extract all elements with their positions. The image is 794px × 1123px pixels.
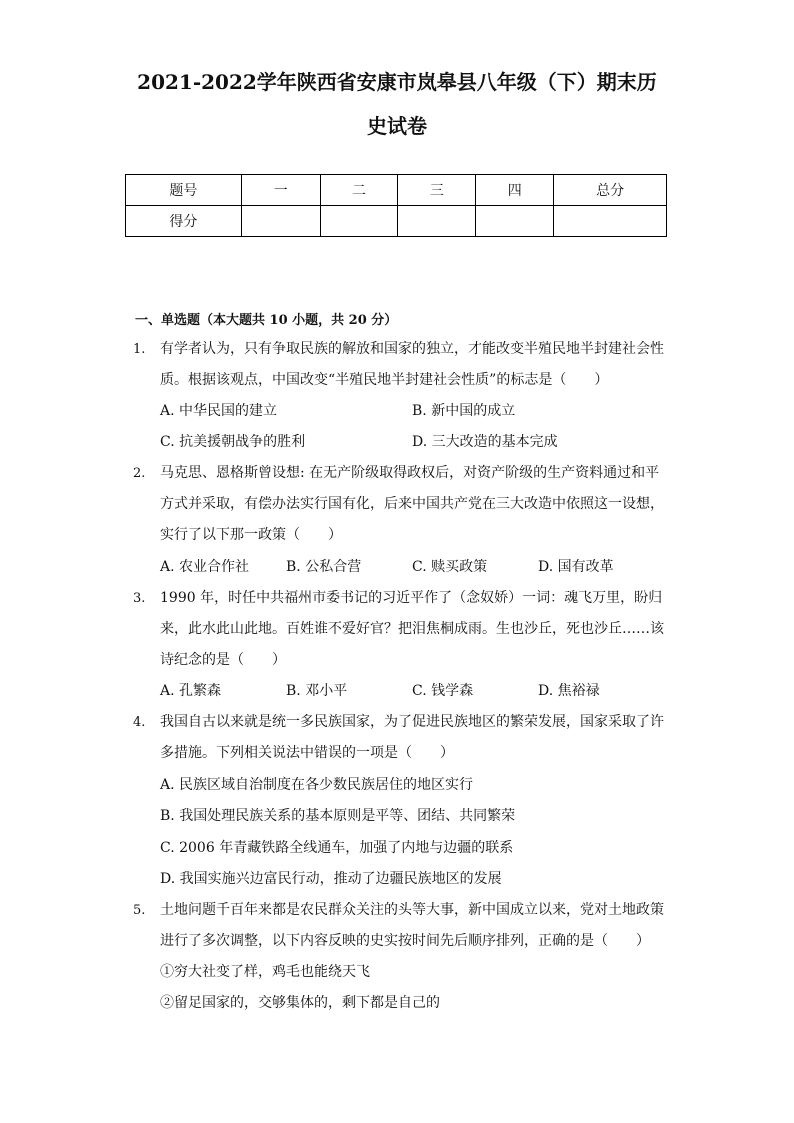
option-b[interactable]: B. 邓小平: [286, 683, 348, 699]
score-cell[interactable]: [554, 206, 667, 237]
question-text-line: 土地问题千百年来都是农民群众关注的头等大事，新中国成立以来，党对土地政策: [160, 902, 664, 918]
option-c[interactable]: C. 2006 年青藏铁路全线通车，加强了内地与边疆的联系: [160, 840, 514, 856]
option-b[interactable]: B. 新中国的成立: [412, 403, 516, 419]
statement-item: ②留足国家的，交够集体的，剩下都是自己的: [160, 995, 440, 1011]
question-text-line: 质。根据该观点，中国改变“半殖民地半封建社会性质”的标志是（ ）: [160, 372, 609, 388]
option-d[interactable]: D. 焦裕禄: [538, 683, 600, 699]
question-text-line: 有学者认为，只有争取民族的解放和国家的独立，才能改变半殖民地半封建社会性: [160, 341, 664, 357]
question-text-line: 多措施。下列相关说法中错误的一项是（ ）: [160, 745, 454, 761]
option-c[interactable]: C. 赎买政策: [412, 559, 488, 575]
score-cell[interactable]: [320, 206, 398, 237]
question-text-line: 1990 年，时任中共福州市委书记的习近平作了（念奴娇）一词：魂飞万里，盼归: [160, 590, 663, 606]
option-c[interactable]: C. 抗美援朝战争的胜利: [160, 434, 306, 450]
option-b[interactable]: B. 我国处理民族关系的基本原则是平等、团结、共同繁荣: [160, 808, 516, 824]
question-text-line: 实行了以下那一政策（ ）: [160, 527, 342, 543]
score-header-cell: 二: [320, 175, 398, 206]
exam-title-line-2: 史试卷: [367, 114, 427, 138]
option-a[interactable]: A. 中华民国的建立: [160, 403, 278, 419]
exam-title-line-1: 2021-2022学年陕西省安康市岚皋县八年级（下）期末历: [137, 70, 657, 94]
option-b[interactable]: B. 公私合营: [286, 559, 362, 575]
question-number: 4.: [133, 715, 146, 730]
question-number: 3.: [133, 591, 146, 606]
score-header-cell: 三: [398, 175, 476, 206]
score-cell[interactable]: [476, 206, 554, 237]
score-table-header-row: [126, 175, 667, 206]
question-number: 5.: [133, 903, 146, 918]
score-header-cell: 总分: [554, 175, 667, 206]
option-a[interactable]: A. 民族区域自治制度在各少数民族居住的地区实行: [160, 777, 474, 793]
score-header-cell: 题号: [126, 175, 242, 206]
question-text-line: 来，此水此山此地。百姓谁不爱好官？把泪焦桐成雨。生也沙丘，死也沙丘……该: [160, 621, 664, 637]
option-d[interactable]: D. 三大改造的基本完成: [412, 434, 558, 450]
option-a[interactable]: A. 孔繁森: [160, 683, 222, 699]
score-table-score-row: [126, 206, 667, 237]
question-text-line: 马克思、恩格斯曾设想: 在无产阶级取得政权后，对资产阶级的生产资料通过和平: [160, 465, 660, 481]
score-header-cell: 四: [476, 175, 554, 206]
question-text-line: 方式并采取，有偿办法实行国有化，后来中国共产党在三大改造中依照这一设想，: [160, 496, 664, 512]
score-table: [125, 174, 667, 237]
question-text-line: 诗纪念的是（ ）: [160, 652, 286, 668]
question-text-line: 进行了多次调整，以下内容反映的史实按时间先后顺序排列，正确的是（ ）: [160, 933, 650, 949]
option-c[interactable]: C. 钱学森: [412, 683, 474, 699]
score-header-cell: 一: [241, 175, 320, 206]
question-number: 1.: [133, 342, 146, 357]
statement-item: ①穷大社变了样，鸡毛也能绕天飞: [160, 964, 370, 980]
score-row-label: 得分: [126, 206, 242, 237]
score-cell[interactable]: [241, 206, 320, 237]
score-cell[interactable]: [398, 206, 476, 237]
section-heading: 一、单选题（本大题共 10 小题，共 20 分）: [135, 313, 398, 328]
option-a[interactable]: A. 农业合作社: [160, 559, 250, 575]
option-d[interactable]: D. 我国实施兴边富民行动，推动了边疆民族地区的发展: [160, 871, 502, 887]
question-text-line: 我国自古以来就是统一多民族国家，为了促进民族地区的繁荣发展，国家采取了许: [160, 714, 664, 730]
option-d[interactable]: D. 国有改革: [538, 559, 614, 575]
question-number: 2.: [133, 466, 146, 481]
